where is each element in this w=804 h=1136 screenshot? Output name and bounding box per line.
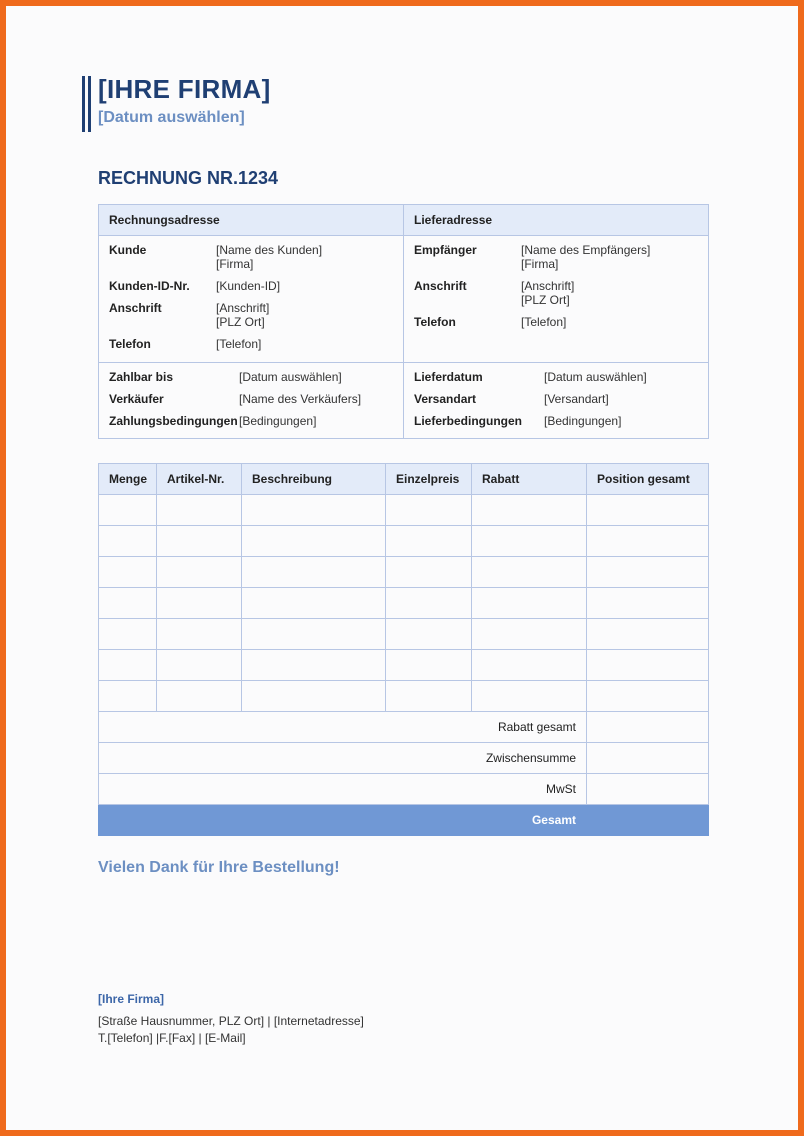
item-cell[interactable] [242, 588, 386, 619]
field-label: Kunde [109, 243, 147, 257]
item-cell[interactable] [472, 495, 587, 526]
table-row [99, 588, 709, 619]
item-cell[interactable] [99, 619, 157, 650]
address-field[interactable]: [Anschrift] [PLZ Ort] [216, 301, 270, 329]
table-row [99, 495, 709, 526]
item-cell[interactable] [386, 681, 472, 712]
billing-address-cell [99, 236, 404, 363]
field-label: Lieferdatum [414, 370, 483, 384]
field-label: Anschrift [109, 301, 162, 315]
recipient-field[interactable]: [Name des Empfängers] [Firma] [521, 243, 651, 271]
discount-total-label: Rabatt gesamt [99, 712, 587, 743]
grand-total-value[interactable] [587, 805, 709, 836]
item-cell[interactable] [472, 526, 587, 557]
col-header-quantity: Menge [99, 464, 157, 495]
address-field[interactable]: [Anschrift] [PLZ Ort] [521, 279, 575, 307]
total-spacer [386, 805, 472, 836]
phone-field[interactable]: [Telefon] [521, 315, 567, 329]
item-rows [99, 495, 709, 712]
item-cell[interactable] [587, 588, 709, 619]
item-cell[interactable] [99, 681, 157, 712]
item-cell[interactable] [242, 526, 386, 557]
item-cell[interactable] [157, 588, 242, 619]
customer-id-field[interactable]: [Kunden-ID] [216, 279, 281, 293]
total-spacer [157, 805, 242, 836]
phone-field[interactable]: [Telefon] [216, 337, 262, 351]
thank-you-message: Vielen Dank für Ihre Bestellung! [98, 859, 340, 876]
item-cell[interactable] [242, 495, 386, 526]
item-cell[interactable] [157, 557, 242, 588]
item-cell[interactable] [472, 557, 587, 588]
field-label: Kunden-ID-Nr. [109, 279, 190, 293]
seller-field[interactable]: [Name des Verkäufers] [239, 392, 362, 406]
total-spacer [99, 805, 157, 836]
footer-contact[interactable]: T.[Telefon] |F.[Fax] | [E-Mail] [98, 1031, 246, 1045]
col-header-line-total: Position gesamt [587, 464, 709, 495]
table-row [99, 619, 709, 650]
item-cell[interactable] [386, 495, 472, 526]
table-row [99, 681, 709, 712]
item-cell[interactable] [472, 650, 587, 681]
field-label: Telefon [414, 315, 456, 329]
delivery-terms-row [414, 414, 698, 428]
billing-heading: Rechnungsadresse [99, 205, 404, 236]
footer-company[interactable]: [Ihre Firma] [98, 992, 165, 1006]
field-label: Telefon [109, 337, 151, 351]
field-label: Empfänger [414, 243, 477, 257]
shipping-method-field[interactable]: [Versandart] [544, 392, 609, 406]
footer-address[interactable]: [Straße Hausnummer, PLZ Ort] | [Internetadresse] [98, 1014, 364, 1028]
shipping-address-cell [404, 236, 709, 363]
delivery-date-field[interactable]: [Datum auswählen] [544, 370, 647, 384]
delivery-terms-field[interactable]: [Bedingungen] [544, 414, 622, 428]
item-cell[interactable] [386, 588, 472, 619]
grand-total-row [99, 805, 709, 836]
item-cell[interactable] [386, 557, 472, 588]
item-cell[interactable] [587, 557, 709, 588]
delivery-date-row [414, 370, 698, 384]
field-label: Zahlungsbedingungen [109, 414, 238, 428]
item-cell[interactable] [99, 588, 157, 619]
table-row [99, 557, 709, 588]
payment-seller-row [109, 392, 393, 406]
terms-field[interactable]: [Bedingungen] [239, 414, 317, 428]
payment-terms-row [109, 414, 393, 428]
item-cell[interactable] [386, 650, 472, 681]
item-cell[interactable] [587, 495, 709, 526]
shipping-address-row [414, 279, 698, 307]
col-header-article-no: Artikel-Nr. [157, 464, 242, 495]
billing-address-row [109, 301, 393, 329]
tax-label: MwSt [99, 774, 587, 805]
item-cell[interactable] [587, 619, 709, 650]
company-name[interactable]: [IHRE FIRMA] [98, 74, 271, 104]
item-cell[interactable] [99, 495, 157, 526]
grand-total-label: Gesamt [472, 805, 587, 836]
billing-phone-row [109, 337, 393, 351]
due-date-field[interactable]: [Datum auswählen] [239, 370, 342, 384]
payment-due-row [109, 370, 393, 384]
billing-customer-id-row [109, 279, 393, 293]
tax-value[interactable] [587, 774, 709, 805]
subtotal-row [99, 743, 709, 774]
item-cell[interactable] [242, 557, 386, 588]
item-cell[interactable] [99, 557, 157, 588]
field-label: Lieferbedingungen [414, 414, 522, 428]
table-row [99, 650, 709, 681]
invoice-title: RECHNUNG NR.1234 [98, 168, 279, 188]
item-cell[interactable] [157, 495, 242, 526]
item-cell[interactable] [157, 619, 242, 650]
item-cell[interactable] [587, 526, 709, 557]
address-table [98, 204, 709, 439]
col-header-description: Beschreibung [242, 464, 386, 495]
shipping-recipient-row [414, 243, 698, 271]
item-cell[interactable] [386, 526, 472, 557]
item-cell[interactable] [587, 650, 709, 681]
customer-field[interactable]: [Name des Kunden] [Firma] [216, 243, 323, 271]
delivery-method-row [414, 392, 698, 406]
table-row [99, 526, 709, 557]
item-cell[interactable] [99, 526, 157, 557]
item-cell[interactable] [472, 681, 587, 712]
delivery-terms-cell [404, 363, 709, 439]
item-cell[interactable] [157, 526, 242, 557]
billing-customer-row [109, 243, 393, 271]
discount-total-row [99, 712, 709, 743]
field-label: Versandart [414, 392, 477, 406]
line-items-table [98, 463, 709, 836]
total-spacer [242, 805, 386, 836]
item-cell[interactable] [587, 681, 709, 712]
tax-row [99, 774, 709, 805]
item-cell[interactable] [242, 681, 386, 712]
col-header-unit-price: Einzelpreis [386, 464, 472, 495]
date-field[interactable]: [Datum auswählen] [98, 109, 245, 126]
item-cell[interactable] [242, 650, 386, 681]
item-cell[interactable] [157, 681, 242, 712]
invoice-page [6, 6, 798, 1130]
payment-terms-cell [99, 363, 404, 439]
header-accent-bars [82, 76, 91, 132]
field-label: Zahlbar bis [109, 370, 174, 384]
col-header-discount: Rabatt [472, 464, 587, 495]
item-cell[interactable] [242, 619, 386, 650]
subtotal-label: Zwischensumme [99, 743, 587, 774]
shipping-phone-row [414, 315, 698, 329]
item-cell[interactable] [386, 619, 472, 650]
item-cell[interactable] [472, 588, 587, 619]
shipping-heading: Lieferadresse [404, 205, 709, 236]
item-cell[interactable] [157, 650, 242, 681]
discount-total-value[interactable] [587, 712, 709, 743]
field-label: Anschrift [414, 279, 467, 293]
subtotal-value[interactable] [587, 743, 709, 774]
field-label: Verkäufer [109, 392, 164, 406]
item-cell[interactable] [472, 619, 587, 650]
item-cell[interactable] [99, 650, 157, 681]
